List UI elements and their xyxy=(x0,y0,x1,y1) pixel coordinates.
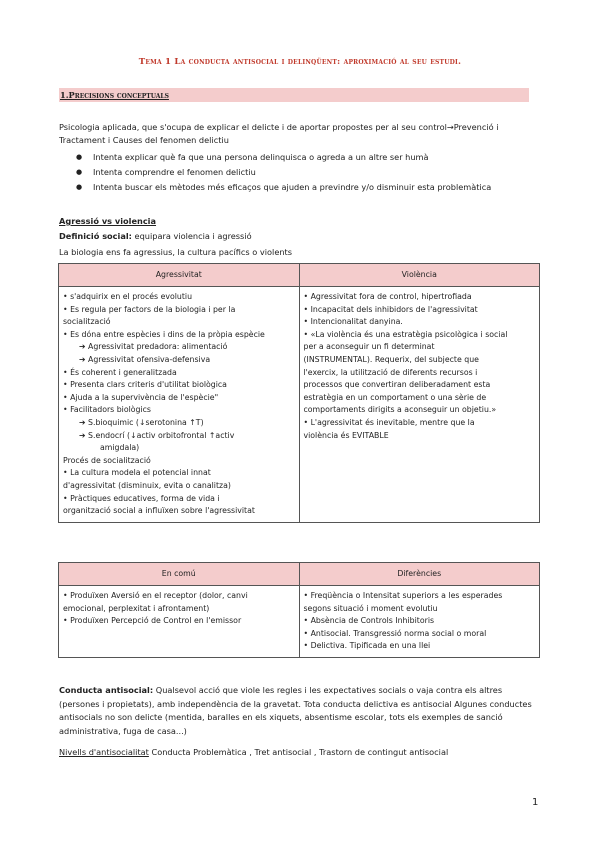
definition-text: equipara violencia i agressió xyxy=(131,231,252,241)
cell-line: • Intencionalitat danyina. xyxy=(303,317,403,327)
table-header: En comú xyxy=(59,563,300,586)
cell-line: emocional, perplexitat i afrontament) xyxy=(63,603,210,613)
antisocial-levels xyxy=(59,746,448,759)
list-item: ● Intenta explicar què fa que una persona delinquisca o agreda a un altre ser humà xyxy=(76,150,491,165)
violence-cell xyxy=(299,287,540,523)
document-title: Tema 1 La conducta antisocial i delinqüent: aproximació al seu estudi. xyxy=(138,57,462,67)
cell-line: • Es regula per factors de la biologia i per la xyxy=(63,304,236,314)
cell-line: d'agressivitat (disminuix, evita o canalitza) xyxy=(63,480,231,490)
cell-line: l'exercix, la utilització de diferents recursos i xyxy=(303,367,478,377)
cell-line: • Facilitadors biològics xyxy=(63,405,151,415)
cell-line: estratègia en un comportament o una sèrie de xyxy=(303,392,487,402)
cell-line: • Antisocial. Transgressió norma social o moral xyxy=(303,628,487,638)
cell-line: Procés de socialització xyxy=(63,455,151,465)
cell-line: • La cultura modela el potencial innat xyxy=(63,468,211,478)
section-heading: 1.Precisions conceptuals xyxy=(60,90,169,100)
cell-line: per a aconseguir un fi determinat xyxy=(303,342,435,352)
cell-line: ➔ Agressivitat ofensiva-defensiva xyxy=(79,354,211,364)
aggression-violence-table xyxy=(58,263,540,523)
levels-label: Nivells d'antisocialitat xyxy=(59,747,149,757)
table-header: Agressivitat xyxy=(59,264,300,287)
aggression-heading: Agressió vs violencia xyxy=(59,216,157,226)
list-item: ● Intenta buscar els mètodes més eficaços que ajuden a previndre y/o disminuir esta problemàtica xyxy=(76,180,491,195)
cell-line: • Pràctiques educatives, forma de vida i xyxy=(63,493,220,503)
cell-line: processos que convertiran deliberadament esta xyxy=(303,380,491,390)
common-differences-table xyxy=(58,562,540,658)
cell-line: • Delictiva. Tipificada en una llei xyxy=(303,641,431,651)
differences-cell xyxy=(299,586,540,658)
levels-text: Conducta Problemàtica , Tret antisocial , Trastorn de contingut antisocial xyxy=(148,747,449,757)
cell-line: socialització xyxy=(63,317,111,327)
cell-line: • Presenta clars criteris d'utilitat biològica xyxy=(63,380,227,390)
cell-line: (INSTRUMENTAL). Requerix, del subjecte que xyxy=(303,354,479,364)
cell-line: segons situació i moment evolutiu xyxy=(303,603,438,613)
page-number: 1 xyxy=(532,797,539,808)
cell-line: • Ajuda a la supervivència de l'espècie" xyxy=(63,392,219,402)
cell-line: organització social a influïxen sobre l'agressivitat xyxy=(63,506,255,516)
common-cell xyxy=(59,586,300,658)
cell-line: • «La violència és una estratègia psicològica i social xyxy=(303,329,508,339)
cell-line: ➔ Agressivitat predadora: alimentació xyxy=(79,342,228,352)
table-header: Violència xyxy=(299,264,540,287)
section-heading-bar xyxy=(59,88,529,102)
definition-label: Definició social: xyxy=(59,231,132,241)
cell-line: • s'adquirix en el procés evolutiu xyxy=(63,292,193,301)
intro-paragraph: Psicologia aplicada, que s'ocupa de explicar el delicte i de aportar propostes per al seu control→Prevenció i Tractament i Causes del fenomen delictiu xyxy=(59,122,499,145)
cell-line: comportaments dirigits a aconseguir un objetiu.» xyxy=(303,405,497,415)
biology-line: La biologia ens fa agressius, la cultura pacífics o violents xyxy=(59,247,293,257)
aggression-cell xyxy=(59,287,300,523)
antisocial-label: Conducta antisocial: xyxy=(59,685,154,695)
cell-line: • Absència de Controls Inhibitoris xyxy=(303,616,435,626)
cell-line: ➔ S.endocrí (↓activ orbitofrontal ↑activ xyxy=(79,430,235,440)
cell-line: ➔ S.bioquimic (↓serotonina ↑T) xyxy=(79,417,204,427)
antisocial-paragraph xyxy=(59,684,543,738)
table-header: Diferències xyxy=(299,563,540,586)
cell-line: • Freqüència o Intensitat superiors a les esperades xyxy=(303,591,503,600)
cell-line: amigdala) xyxy=(100,443,140,453)
cell-line: • Produïxen Percepció de Control en l'emissor xyxy=(63,616,242,626)
cell-line: • Es dóna entre espècies i dins de la pròpia espècie xyxy=(63,329,265,339)
cell-line: violència és EVITABLE xyxy=(303,430,389,440)
cell-line: • L'agressivitat és inevitable, mentre que la xyxy=(303,417,475,427)
cell-line: • Incapacitat dels inhibidors de l'agressivitat xyxy=(303,304,478,314)
list-item: ● Intenta comprendre el fenomen delictiu xyxy=(76,165,491,180)
cell-line: • És coherent i generalitzada xyxy=(63,367,177,377)
cell-line: • Agressivitat fora de control, hipertrofiada xyxy=(303,292,472,301)
antisocial-text: Qualsevol acció que viole les regles i les expectatives socials o vaja contra els altres (persones i propietats), amb independència de la gravetat. Tota conducta delictiva es antisocial Algunes conductes antisocials no son delicte (mentida, baralles en els xiquets, absentisme escolar, tots els exemples de sanció administrativa, fuga de casa...) xyxy=(59,685,532,736)
cell-line: • Produïxen Aversió en el receptor (dolor, canvi xyxy=(63,591,248,600)
intro-bullet-list xyxy=(76,150,491,196)
social-definition xyxy=(59,230,252,243)
